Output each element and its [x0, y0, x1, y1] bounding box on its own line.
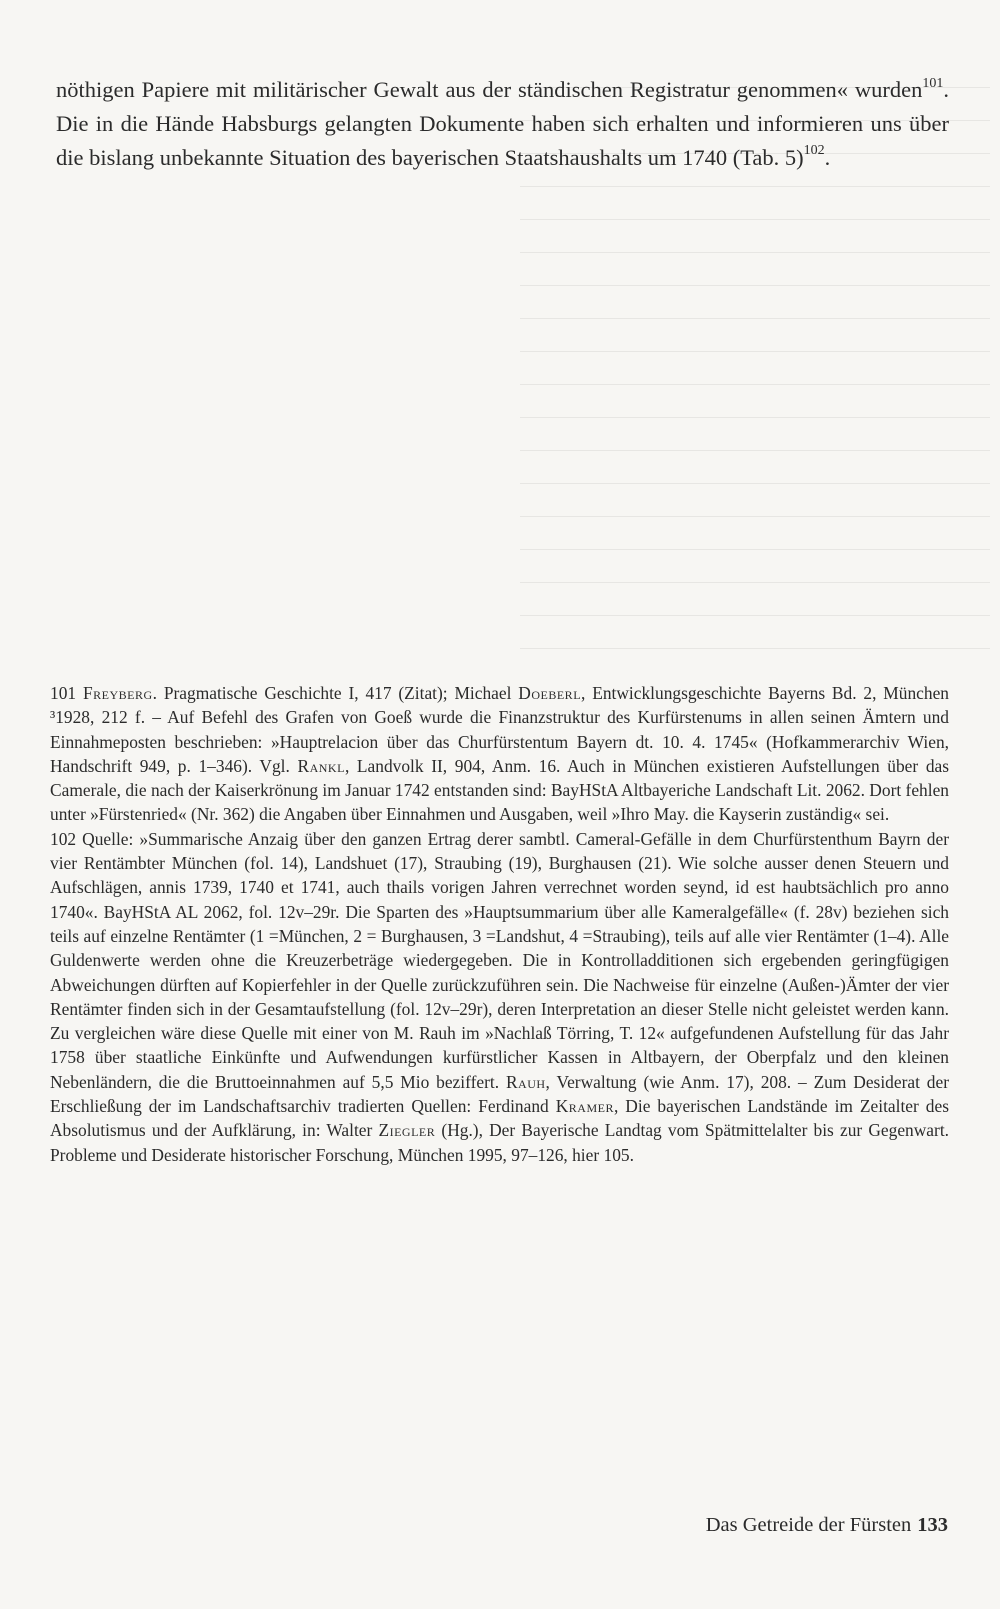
- footnote-ref-101[interactable]: 101: [922, 75, 944, 91]
- author-name: Doeberl: [518, 683, 582, 703]
- footnote-ref-102[interactable]: 102: [803, 143, 825, 159]
- footnotes: [50, 681, 949, 1167]
- author-name: Freyberg: [82, 683, 153, 703]
- footnote-text: , Verwaltung (wie Anm. 17), 208. – Zum Desiderat der Erschließung der im Landschaftsarchiv tradierten Quellen: Ferdinand: [50, 1071, 949, 1117]
- footnote-text: . Pragmatische Geschichte I, 417 (Zitat); Michael: [152, 683, 519, 703]
- body-text-part1: nöthigen Papiere mit militärischer Gewalt aus der ständischen Registratur genommen« wurden: [56, 77, 923, 102]
- footnote-101: [50, 681, 949, 827]
- footnote-text: (Hg.), Der Bayerische Landtag vom Spätmittelalter bis zur Gegenwart. Probleme und Desiderate historischer Forschung, München 1995, 97–126, hier 105.: [50, 1120, 949, 1165]
- running-footer: [706, 1512, 948, 1538]
- running-title: Das Getreide der Fürsten: [705, 1514, 912, 1536]
- footnote-text: Quelle: »Summarische Anzaig über den ganzen Ertrag derer sambtl. Cameral-Gefälle in dem Churfürstenthum Bayrn der vier Rentämbter München (fol. 14), Landshuet (17), Straubing (19), Burghausen (21). Wie solche ausser denen Steuern und Aufschlägen, annis 1739, 1740 et 1741, auch thails vorigen Jahren verrechnet worden seynd, id est haubtsächlich pro anno 1740«. BayHStA AL 2062, fol. 12v–29r. Die Sparten des »Hauptsummarium über alle Kameralgefälle« (f. 28v) beziehen sich teils auf einzelne Rentämter (1 =München, 2 = Burghausen, 3 =Landshut, 4 =Straubing), teils auf alle vier Rentämter (1–4). Alle Guldenwerte werden ohne die Kreuzerbeträge wiedergegeben. Die in Kontrolladditionen sich ergebenden geringfügigen Abweichungen dürften auf Kopierfehler in der Quelle zurückzuführen sein. Die Nachweise für einzelne (Außen-)Ämter der vier Rentämter finden sich in der Gesamtaufstellung (fol. 12v–29r), deren Interpretation an dieser Stelle nicht geleistet werden kann. Zu vergleichen wäre diese Quelle mit einer von M. Rauh im »Nachlaß Törring, T. 12« aufgefundenen Aufstellung für das Jahr 1758 über staatliche Einkünfte und Aufwendungen kurfürstlicher Kassen in Altbayern, der Oberpfalz und den kleinen Nebenländern, die die Bruttoeinnahmen auf 5,5 Mio beziffert.: [50, 828, 949, 1092]
- footnote-text: , Die bayerischen Landstände im Zeitalter des Absolutismus und der Aufklärung, in: Walter: [50, 1096, 949, 1141]
- body-text-part2: . Die in die Hände Habsburgs gelangten Dokumente haben sich erhalten und informieren uns über die bislang unbekannte Situation des bayerischen Staatshaushalts um 1740 (Tab. 5): [56, 77, 949, 170]
- body-paragraph: [56, 73, 949, 174]
- author-name: Rauh: [505, 1071, 546, 1092]
- footnote-number: 101: [50, 683, 77, 703]
- author-name: Kramer: [555, 1096, 614, 1117]
- body-text-part3: .: [824, 144, 831, 170]
- author-name: Rankl: [297, 755, 345, 776]
- footnote-text: , Landvolk II, 904, Anm. 16. Auch in München existieren Aufstellungen über das Camerale, die nach der Kaiserkrönung im Januar 1742 entstanden sind: BayHStA Altbayeriche Landschaft Lit. 2062. Dort fehlen unter »Fürstenried« (Nr. 362) die Angaben über Einnahmen und Ausgaben, weil »Ihro May. die Kayserin zuständig« sei.: [50, 755, 950, 825]
- page-number: 133: [917, 1514, 948, 1536]
- author-name: Ziegler: [378, 1120, 436, 1141]
- footnote-number: 102: [50, 828, 77, 849]
- footnote-102: [50, 827, 949, 1167]
- footnote-text: , Entwicklungsgeschichte Bayerns Bd. 2, München ³1928, 212 f. – Auf Befehl des Grafen von Goeß wurde die Finanzstruktur des Kurfürstenums in allen seinen Ämtern und Einnahmeposten beschrieben: »Hauptrelacion über das Churfürstentum Bayern dt. 10. 4. 1745« (Hofkammerarchiv Wien, Handschrift 949, p. 1–346). Vgl.: [50, 683, 949, 776]
